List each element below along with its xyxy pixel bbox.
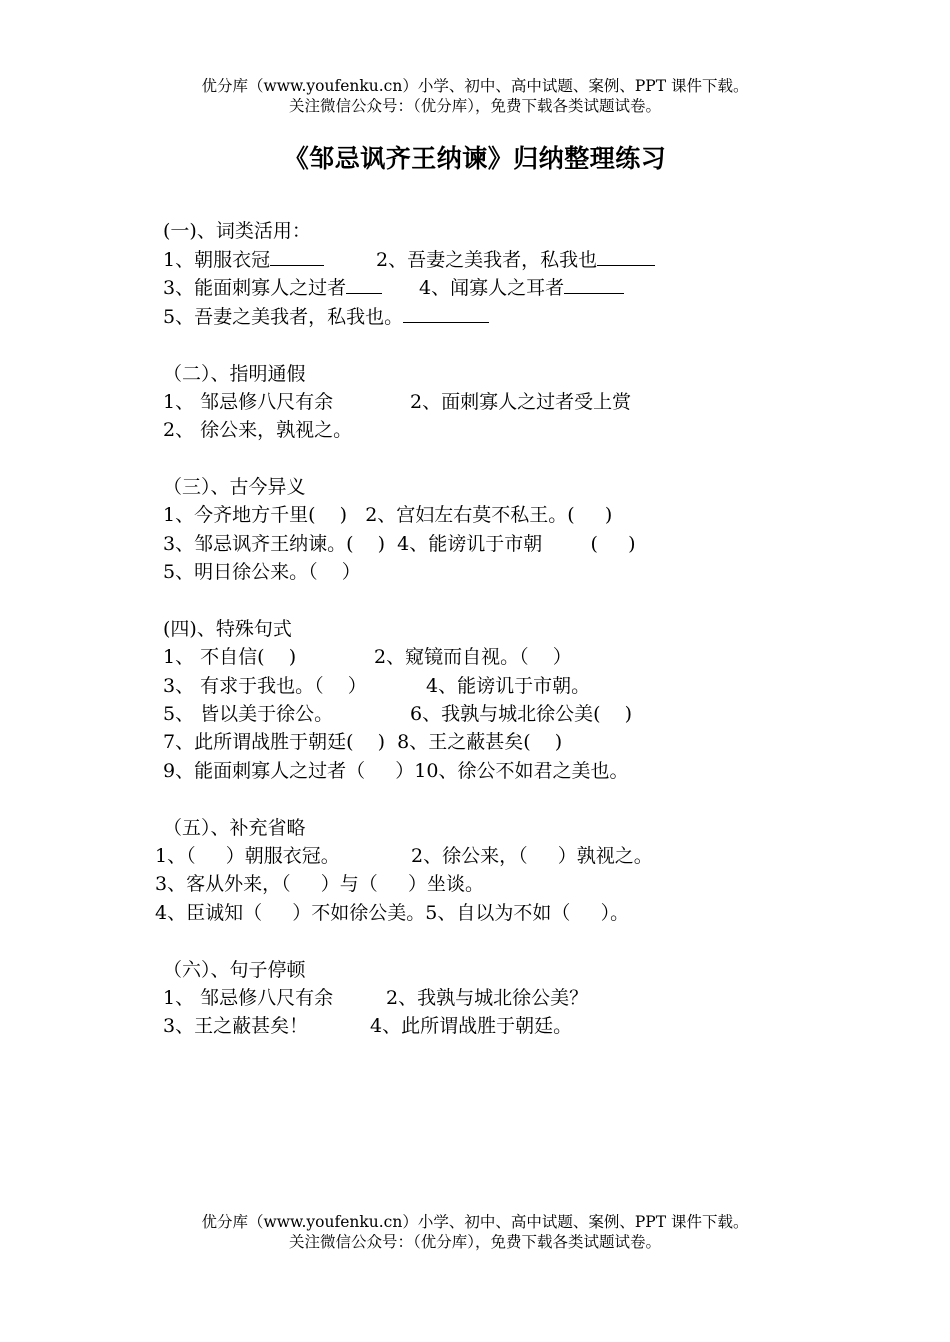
section-2-heading: （二）、指明通假 xyxy=(163,363,306,385)
s6-question-2: 2、我孰与城北徐公美？ xyxy=(386,987,589,1009)
section-6-heading: （六）、句子停顿 xyxy=(163,959,306,981)
footer-line-2: 关注微信公众号：（优分库），免费下载各类试题试卷。 xyxy=(288,1233,661,1251)
s5-question-1: 1、（ ）朝服衣冠。 xyxy=(155,845,340,867)
s6-question-1: 1、 邹忌修八尺有余 xyxy=(163,987,334,1009)
s4-question-1: 1、 不自信( ) xyxy=(163,646,297,668)
s4-line-8: 9、能面刺寡人之过者（ ）10、徐公不如君之美也。 xyxy=(163,760,629,782)
answer-blank[interactable] xyxy=(346,275,382,294)
header-line-1: 优分库（www.youfenku.cn）小学、初中、高中试题、案例、PPT 课件下载。 xyxy=(201,77,749,95)
s6-question-3: 3、王之蔽甚矣！ xyxy=(163,1015,309,1037)
s2-question-1: 1、 邹忌修八尺有余 xyxy=(163,391,334,413)
s6-question-4: 4、此所谓战胜于朝廷。 xyxy=(370,1015,573,1037)
answer-blank[interactable] xyxy=(564,275,624,294)
s3-line-2: 3、邹忌讽齐王纳谏。( ) 4、能谤讥于市朝 ( ) xyxy=(163,533,636,555)
section-1-heading: (一)、词类活用： xyxy=(163,220,311,242)
answer-blank[interactable] xyxy=(403,304,489,323)
answer-blank[interactable] xyxy=(597,247,655,266)
s2-question-3: 2、 徐公来，孰视之。 xyxy=(163,419,353,441)
s4-question-4: 4、能谤讥于市朝。 xyxy=(426,675,591,697)
section-3-heading: （三）、古今异义 xyxy=(163,476,306,498)
s1-question-5: 5、吾妻之美我者，私我也。 xyxy=(163,304,489,330)
s1-question-1: 1、朝服衣冠 xyxy=(163,247,324,273)
s5-line-4: 4、臣诚知（ ）不如徐公美。5、自以为不如（ ）。 xyxy=(155,902,630,924)
s5-question-3: 3、客从外来，（ ）与（ ）坐谈。 xyxy=(155,873,484,895)
page-header xyxy=(0,76,950,116)
s3-line-1: 1、今齐地方千里( ) 2、宫妇左右莫不私王。( ) xyxy=(163,504,613,526)
header-line-2: 关注微信公众号：（优分库），免费下载各类试题试卷。 xyxy=(288,97,661,115)
s4-line-7: 7、此所谓战胜于朝廷( ) 8、王之蔽甚矣( ) xyxy=(163,731,563,753)
s4-question-6: 6、我孰与城北徐公美( ) xyxy=(410,703,633,725)
section-4-heading: (四)、特殊句式 xyxy=(163,618,292,640)
footer-line-1: 优分库（www.youfenku.cn）小学、初中、高中试题、案例、PPT 课件下载。 xyxy=(201,1213,749,1231)
s1-question-3: 3、能面刺寡人之过者 xyxy=(163,275,382,301)
s5-question-2: 2、徐公来，（ ）孰视之。 xyxy=(411,845,653,867)
s4-question-5: 5、 皆以美于徐公。 xyxy=(163,703,334,725)
section-5-heading: （五）、补充省略 xyxy=(163,817,306,839)
s3-line-3: 5、明日徐公来。（ ） xyxy=(163,561,361,583)
s1-question-2: 2、吾妻之美我者，私我也 xyxy=(376,247,655,273)
answer-blank[interactable] xyxy=(270,247,324,266)
page-footer xyxy=(0,1212,950,1252)
s1-question-4: 4、闻寡人之耳者 xyxy=(419,275,624,301)
s4-question-3: 3、 有求于我也。（ ） xyxy=(163,675,367,697)
s2-question-2: 2、面刺寡人之过者受上赏 xyxy=(410,391,632,413)
s4-question-2: 2、窥镜而自视。（ ） xyxy=(374,646,572,668)
page-title: 《邹忌讽齐王纳谏》归纳整理练习 xyxy=(283,144,667,173)
